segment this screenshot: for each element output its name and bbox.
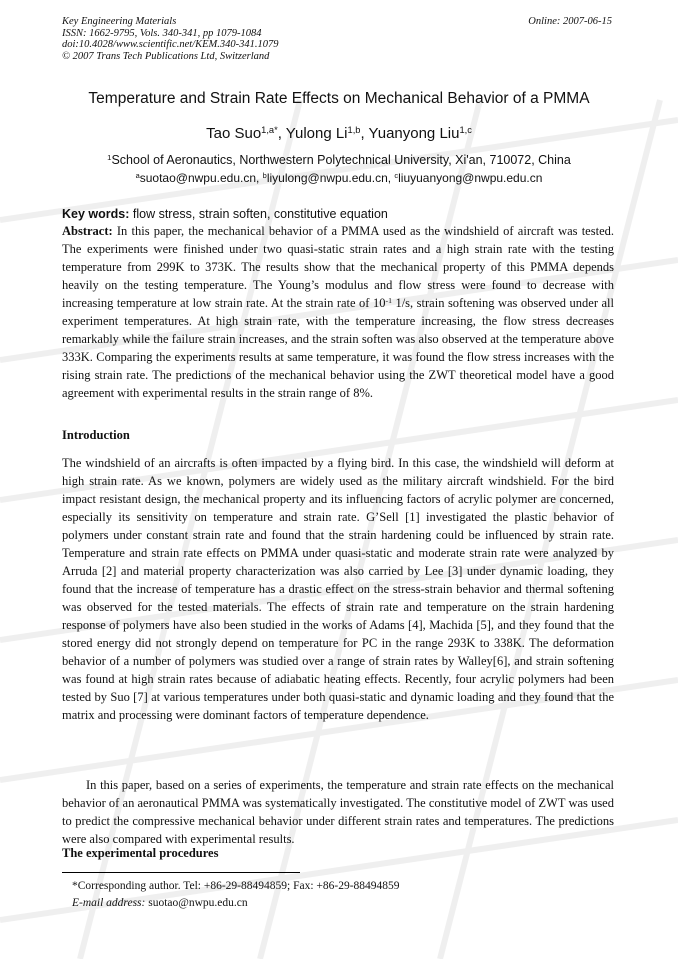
abstract-text-part2: 1/s, strain softening was observed under all experiment temperatures. At high strain rate, with the temperature increasing, the flow stress decreases remarkably while the failure strain increases, and the strain soften was also observed at the temperature above 333K. Comparing the experiments results at same temperature, it was found the flow stress increases with the rising strain rate. The predictions of the mechanical behavior using the ZWT theoretical model have a good agreement with experimental results in the strain range of 8%. bbox=[62, 296, 614, 400]
introduction-paragraph-2: In this paper, based on a series of experiments, the temperature and strain rate effects on the mechanical behavior of an aeronautical PMMA was systematically investigated. The constitutive model of ZWT was used to predict the compressive mechanical behavior under different strain rates and temperatures. The predictions were also compared with experimental results. bbox=[62, 778, 614, 846]
email-footnote-address[interactable]: suotao@nwpu.edu.cn bbox=[145, 897, 248, 909]
author-separator: , bbox=[277, 125, 286, 142]
email-sup: a bbox=[135, 170, 140, 180]
affiliation-sup: 1 bbox=[107, 152, 112, 162]
author-name: Yuanyong Liu bbox=[368, 125, 460, 142]
introduction-paragraph-1: The windshield of an aircrafts is often impacted by a flying bird. In this case, the windshield will deform at high strain rate. As we known, polymers are widely used as the military aircraft windshield. For the bird impact resistant design, the mechanical property and its influencing factors of acrylic polymer are concerned, especially its sensitivity on temperature and strain rate. G’Sell [1] investigated the plastic behavior of polymers under constant strain rate and found that the strain hardening could be influenced by strain rate. Temperature and strain rate effects on PMMA under quasi-static and moderate strain rate were analyzed by Arruda [2] and material property characterization was also carried by Lee [3] under dynamic loading, they found that the increase of temperature has a drastic effect on the stress-strain behavior and thermal softening was observed for the tested materials. The effects of strain rate and temperature on the strain hardening response of polymers have also been studied in the works of Adams [4], Machida [5], and they found that the stored energy did not strongly depend on temperature for PC in the range 293K to 338K. The deformation behavior of a number of polymers was studied over a range of strain rates by Walley[6], and strain softening was found at high strain rates because of adiabatic heating effects. Recently, four acrylic polymers had been tested by Suo [7] at various temperatures under both quasi-static and dynamic loading and they found that the matrix and processing were dominant factors of temperature dependence. bbox=[62, 456, 614, 722]
corresponding-author-footnote: *Corresponding author. Tel: +86-29-88494859; Fax: +86-29-88494859 bbox=[72, 880, 400, 892]
email-sup: c bbox=[394, 170, 399, 180]
online-date: Online: 2007-06-15 bbox=[528, 16, 612, 27]
abstract bbox=[62, 222, 614, 402]
doi-line: doi:10.4028/www.scientific.net/KEM.340-341.1079 bbox=[62, 39, 279, 50]
email-link[interactable]: liyulong@nwpu.edu.cn, bbox=[266, 171, 395, 185]
keywords bbox=[62, 207, 614, 221]
author-affil-sup: 1,c bbox=[459, 124, 472, 135]
author-separator: , bbox=[360, 125, 369, 142]
affiliation bbox=[0, 153, 678, 167]
introduction-heading: Introduction bbox=[62, 428, 130, 442]
email-link[interactable]: liuyuanyong@nwpu.edu.cn bbox=[398, 171, 543, 185]
journal-name: Key Engineering Materials bbox=[62, 16, 177, 27]
author-list bbox=[0, 125, 678, 142]
author-name: Tao Suo bbox=[206, 125, 262, 142]
issn-line: ISSN: 1662-9795, Vols. 340-341, pp 1079-1084 bbox=[62, 27, 262, 39]
keywords-label: Key words: bbox=[62, 207, 130, 221]
abstract-label: Abstract: bbox=[62, 224, 113, 238]
copyright-line: © 2007 Trans Tech Publications Ltd, Switzerland bbox=[62, 50, 270, 62]
affiliation-text: School of Aeronautics, Northwestern Polytechnical University, Xi'an, 710072, China bbox=[111, 153, 571, 167]
footnote-divider bbox=[62, 872, 300, 873]
abstract-text-part1: In this paper, the mechanical behavior of a PMMA used as the windshield of aircraft was tested. The experiments were finished under two quasi-static strain rates and a high strain rate with the testing temperature from 299K to 373K. The results show that the mechanical property of this PMMA depends heavily on the testing temperature. The Young’s modulus and flow stress were found to decrease with increasing temperature at low strain rate. At the strain rate of 10 bbox=[62, 224, 614, 310]
email-link[interactable]: suotao@nwpu.edu.cn, bbox=[139, 171, 263, 185]
author-affil-sup: 1,a* bbox=[261, 124, 278, 135]
journal-header bbox=[62, 16, 279, 62]
email-footnote-label: E-mail address: bbox=[72, 897, 146, 909]
email-footnote bbox=[72, 896, 248, 910]
abstract-exponent: -1 bbox=[385, 295, 392, 305]
author-affil-sup: 1,b bbox=[347, 124, 361, 135]
author-emails bbox=[0, 171, 678, 185]
paper-title: Temperature and Strain Rate Effects on Mechanical Behavior of a PMMA bbox=[88, 90, 590, 107]
keywords-text: flow stress, strain soften, constitutive equation bbox=[129, 207, 388, 221]
email-sup: b bbox=[262, 170, 267, 180]
experimental-heading: The experimental procedures bbox=[62, 846, 219, 860]
author-name: Yulong Li bbox=[285, 125, 348, 142]
